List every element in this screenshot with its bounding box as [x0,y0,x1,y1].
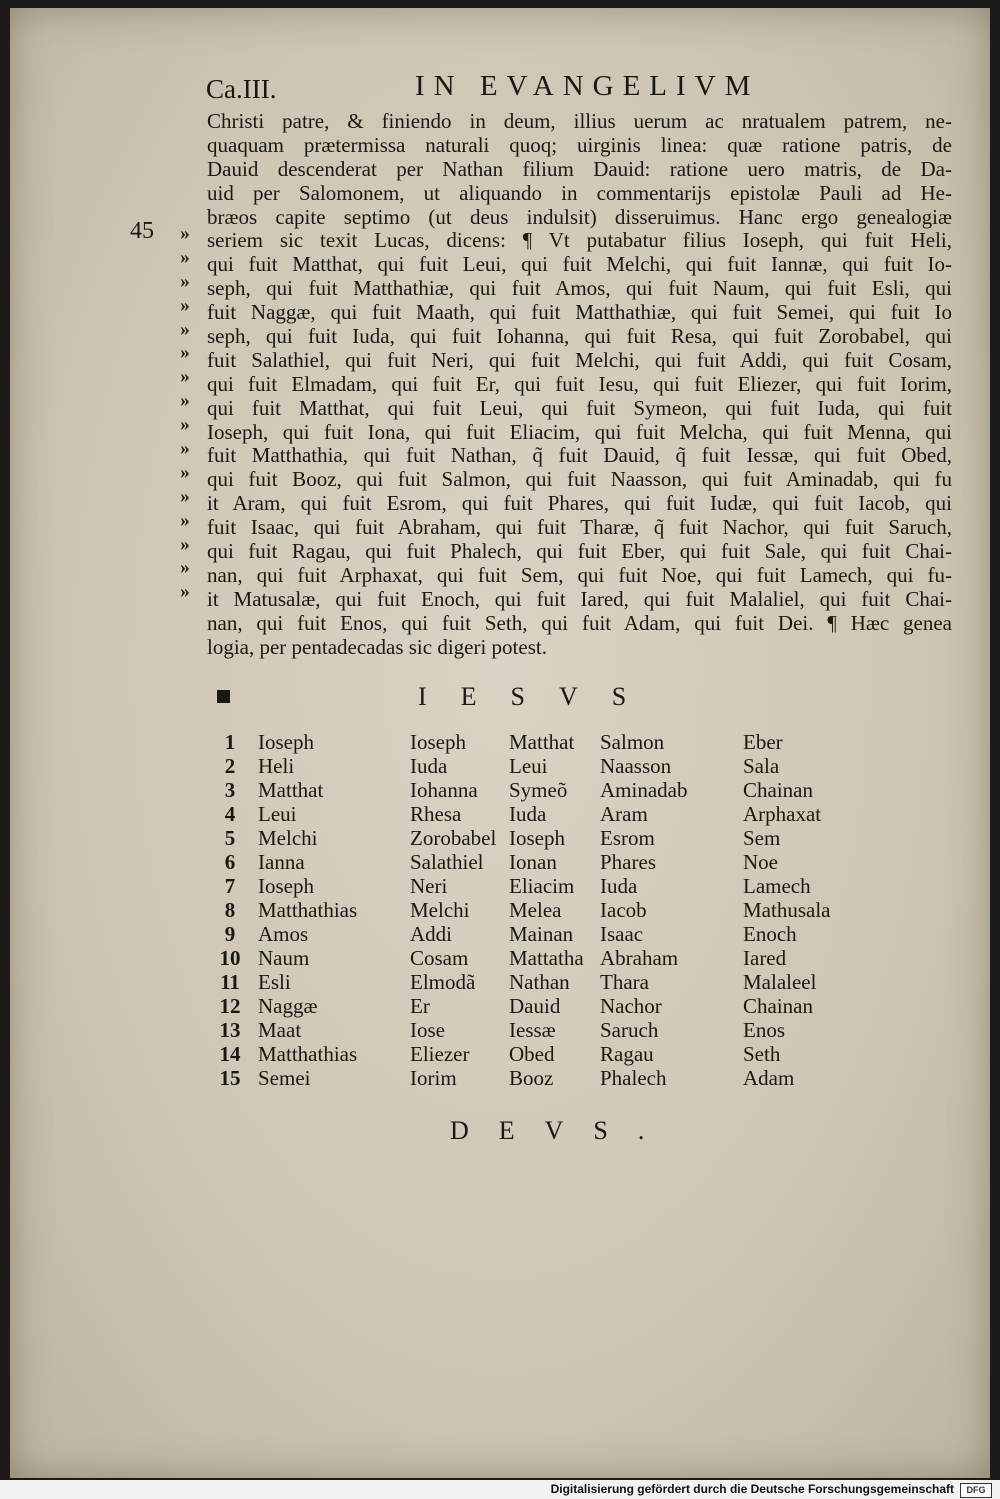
table-row [210,874,870,898]
name-cell: Er [410,994,430,1018]
name-cell: Eliacim [509,874,575,898]
quote-mark: » [180,557,190,579]
name-cell: Salmon [600,730,665,754]
name-cell: Maat [258,1018,302,1042]
name-cell: Iose [410,1018,445,1042]
row-number: 6 [224,850,236,874]
name-cell: Sem [743,826,781,850]
table-row [210,1018,870,1042]
text-line: nan, qui fuit Enos, qui fuit Seth, qui fuit Adam, qui fuit Dei. ¶ Hæc genea [207,610,952,635]
row-number: 9 [224,922,236,946]
name-cell: Addi [410,922,452,946]
digitization-footer [0,1480,1000,1499]
table-row [210,1066,870,1090]
name-cell: Matthat [258,778,324,802]
name-cell: Ianna [258,850,305,874]
row-number: 8 [224,898,236,922]
name-cell: Saruch [600,1018,659,1042]
iesus-word: IESVS [418,682,661,711]
text-line: Dauid descenderat per Nathan filium Dauid: ratione uero matris, de Da- [207,156,952,181]
table-row [210,850,870,874]
name-cell: Iacob [600,898,647,922]
name-cell: Naggæ [258,994,318,1018]
table-row [210,802,870,826]
name-cell: Iared [743,946,787,970]
quote-mark: » [180,270,190,292]
name-cell: Abraham [600,946,679,970]
name-cell: Mainan [509,922,574,946]
table-row [210,778,870,802]
name-cell: Symeõ [509,778,568,802]
name-cell: Obed [509,1042,555,1066]
name-cell: Lamech [743,874,811,898]
name-cell: Ioseph [258,874,314,898]
name-cell: Enos [743,1018,785,1042]
name-cell: Phalech [600,1066,667,1090]
row-number: 12 [219,994,241,1018]
name-cell: Zorobabel [410,826,497,850]
name-cell: Cosam [410,946,469,970]
table-row [210,1042,870,1066]
name-cell: Isaac [600,922,644,946]
row-number: 5 [224,826,236,850]
name-cell: Ioseph [410,730,466,754]
text-line: qui fuit Booz, qui fuit Salmon, qui fuit Naasson, qui fuit Aminadab, qui fu [207,467,952,492]
name-cell: Matthathias [258,1042,358,1066]
running-head [10,68,990,108]
row-number: 10 [219,946,241,970]
name-cell: Esli [258,970,291,994]
text-line: seriem sic texit Lucas, dicens: ¶ Vt putabatur filius Ioseph, qui fuit Heli, [207,228,952,253]
text-line: logia, per pentadecadas sic digeri potest. [207,634,547,659]
name-cell: Aram [600,802,648,826]
quote-mark: » [180,509,190,531]
name-cell: Eber [743,730,783,754]
name-cell: Malaleel [743,970,817,994]
book-page [10,8,990,1478]
name-cell: Leui [258,802,297,826]
quote-mark: » [180,223,190,244]
name-cell: Iuda [509,802,547,826]
footer-text: Digitalisierung gefördert durch die Deutsche Forschungsgemeinschaft [550,1482,954,1496]
quote-mark: » [180,414,190,436]
name-cell: Matthathias [258,898,358,922]
name-cell: Amos [258,922,309,946]
row-number: 15 [219,1066,241,1090]
text-line: nan, qui fuit Arphaxat, qui fuit Sem, qui fuit Noe, qui fuit Lamech, qui fu- [207,562,952,587]
text-line: quaquam prætermissa naturali quoq; uirginis linea: quæ ratione patris, de [207,132,952,157]
quote-mark: » [180,294,190,316]
row-number: 1 [224,730,236,754]
name-cell: Ragau [600,1042,654,1066]
name-cell: Neri [410,874,448,898]
text-line: uid per Salomonem, ut aliquando in commentarijs epistolæ Pauli ad He- [207,180,952,205]
name-cell: Heli [258,754,295,778]
name-cell: Iuda [410,754,448,778]
body-text [207,110,952,659]
text-line: seph, qui fuit Matthathiæ, qui fuit Amos, qui fuit Naum, qui fuit Esli, qui [207,276,952,301]
genealogy-table [210,730,870,1090]
row-number: 2 [224,754,236,778]
text-line: Christi patre, & finiendo in deum, illius uerum ac nratualem patrem, ne- [207,109,952,133]
text-line: qui fuit Elmadam, qui fuit Er, qui fuit Iesu, qui fuit Eliezer, qui fuit Iorim, [207,371,952,396]
name-cell: Noe [743,850,778,874]
name-cell: Esrom [600,826,655,850]
iesus-heading [217,682,737,716]
name-cell: Naasson [600,754,672,778]
text-line: it Matusalæ, qui fuit Enoch, qui fuit Iared, qui fuit Malaliel, qui fuit Chai- [207,586,952,611]
text-line: Ioseph, qui fuit Iona, qui fuit Eliacim, qui fuit Melcha, qui fuit Menna, qui [207,419,952,444]
name-cell: Phares [600,850,656,874]
name-cell: Chainan [743,778,813,802]
table-row [210,922,870,946]
row-number: 13 [219,1018,241,1042]
name-cell: Chainan [743,994,813,1018]
name-cell: Nachor [600,994,662,1018]
text-line: qui fuit Matthat, qui fuit Leui, qui fuit Symeon, qui fuit Iuda, qui fuit [207,395,952,420]
name-cell: Mattatha [509,946,584,970]
name-cell: Melchi [258,826,318,850]
name-cell: Matthat [509,730,575,754]
table-row [210,994,870,1018]
square-ornament-icon [217,690,230,703]
text-line: qui fuit Matthat, qui fuit Leui, qui fuit Melchi, qui fuit Iannæ, qui fuit Io- [207,252,952,277]
name-cell: Iohanna [410,778,478,802]
name-cell: Thara [600,970,649,994]
table-row [210,730,870,754]
name-cell: Rhesa [410,802,462,826]
name-cell: Naum [258,946,310,970]
text-line: bræos capite septimo (ut deus indulsit) disseruimus. Hanc ergo genealogiæ [207,204,952,229]
name-cell: Elmodã [410,970,476,994]
name-cell: Aminadab [600,778,688,802]
name-cell: Sala [743,754,780,778]
name-cell: Eliezer [410,1042,470,1066]
chapter-label: Ca.III. [206,74,277,104]
table-row [210,946,870,970]
name-cell: Ioseph [258,730,314,754]
text-line: fuit Matthathia, qui fuit Nathan, q̃ fuit Dauid, q̃ fuit Iessæ, qui fuit Obed, [207,443,952,468]
quote-mark: » [180,485,190,507]
name-cell: Adam [743,1066,795,1090]
margin-number: 45 [130,218,154,244]
table-row [210,970,870,994]
text-line: fuit Salathiel, qui fuit Neri, qui fuit Melchi, qui fuit Addi, qui fuit Cosam, [207,347,952,372]
name-cell: Salathiel [410,850,484,874]
name-cell: Iuda [600,874,638,898]
name-cell: Ionan [509,850,557,874]
table-row [210,826,870,850]
row-number: 11 [220,970,240,994]
quote-mark: » [180,246,190,268]
name-cell: Ioseph [509,826,565,850]
name-cell: Nathan [509,970,570,994]
quote-mark: » [180,318,190,340]
dfg-logo-icon: DFG [960,1483,992,1498]
table-row [210,754,870,778]
name-cell: Iorim [410,1066,457,1090]
name-cell: Seth [743,1042,781,1066]
quote-mark: » [180,390,190,412]
text-line: qui fuit Ragau, qui fuit Phalech, qui fuit Eber, qui fuit Sale, qui fuit Chai- [207,539,952,564]
name-cell: Booz [509,1066,554,1090]
deus-heading: DEVS. [450,1116,675,1145]
name-cell: Semei [258,1066,311,1090]
running-title: IN EVANGELIVM [415,70,760,102]
quote-mark: » [180,342,190,364]
row-number: 4 [224,802,236,826]
name-cell: Mathusala [743,898,831,922]
text-line: fuit Isaac, qui fuit Abraham, qui fuit Tharæ, q̃ fuit Nachor, qui fuit Saruch, [207,515,952,540]
quote-mark: » [180,533,190,555]
table-row [210,898,870,922]
row-number: 7 [224,874,236,898]
row-number: 14 [219,1042,241,1066]
quote-mark: » [180,461,190,483]
text-line: seph, qui fuit Iuda, qui fuit Iohanna, qui fuit Resa, qui fuit Zorobabel, qui [207,324,952,349]
name-cell: Melea [509,898,562,922]
name-cell: Leui [509,754,548,778]
name-cell: Melchi [410,898,470,922]
name-cell: Enoch [743,922,797,946]
name-cell: Dauid [509,994,561,1018]
row-number: 3 [224,778,236,802]
quote-mark: » [180,581,190,603]
quote-mark: » [180,366,190,388]
margin-quote-marks [168,222,202,604]
text-line: it Aram, qui fuit Esrom, qui fuit Phares, qui fuit Iudæ, qui fuit Iacob, qui [207,491,952,516]
text-line: fuit Naggæ, qui fuit Maath, qui fuit Matthathiæ, qui fuit Semei, qui fuit Io [207,300,952,325]
name-cell: Arphaxat [743,802,822,826]
name-cell: Iessæ [509,1018,556,1042]
quote-mark: » [180,438,190,460]
